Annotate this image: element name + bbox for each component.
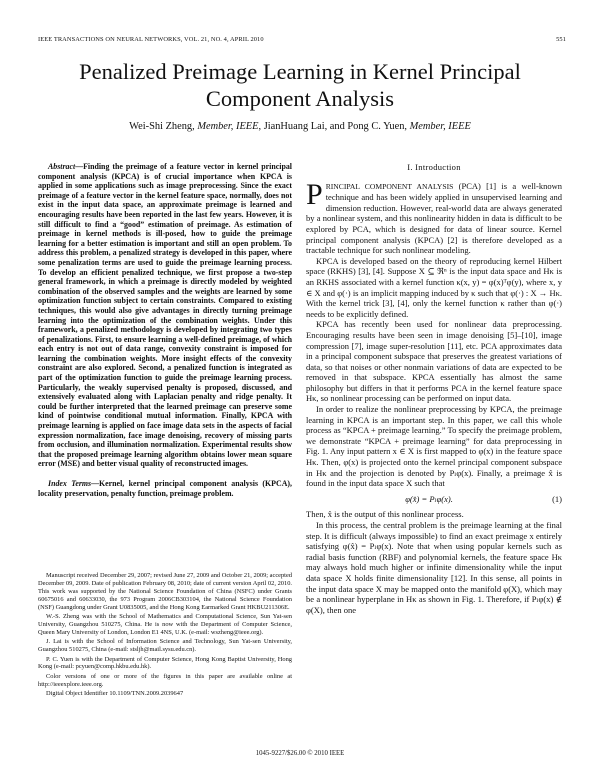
- footnote-manuscript: Manuscript received December 29, 2007; revised June 27, 2009 and October 21, 2009; accepted December 09, 2009. Date of publication February 08, 2010; date of current version April 02, 2010. This work was supported by the National Science Foundation of China (NSFC) under Grants 60675016 and 60633030, the 973 Program 2006CB303104, the National Science Foundation (NSF) Guangdong under Grant U0835005, and the Hong Kong Earmarked Grant HKBU211306E.: [38, 572, 292, 611]
- intro-paragraph-6: In this process, the central problem is the preimage learning at the final step. It is difficult (always impossible) to find an exact preimage x entirely satisfying φ(x̂) = Pₗφ(x). Note that when using popular kernels such as radial basis function (RBF) and polynomial kernels, the feature space Hκ may always hold much higher or infinite dimensionality while the input data space X holds finite dimensionality [12]. In this sense, all points in the input data space X may be mapped onto the manifold φ(X), which may be a nonlinear hyperplane in Hκ as shown in Fig. 1. Therefore, if Pₗφ(x) ∉ φ(X), then one: [306, 520, 562, 615]
- footnote-color: Color versions of one or more of the figures in this paper are available online at http://ieeexplore.ieee.org.: [38, 672, 292, 688]
- author-1-role: Member, IEEE: [197, 121, 259, 132]
- footnote-doi: Digital Object Identifier 10.1109/TNN.2009.2039647: [46, 690, 184, 698]
- footnotes: [38, 572, 292, 700]
- abstract-lead: Abstract: [48, 162, 76, 171]
- intro-text: (PCA) [1] is a well-known technique and has been widely applied in unsupervised learning and dimension reduction. However, real-world data are always generated by a nonlinear system, and this nonlinearity hidden in data is difficult to be explored by PCA, which is designed for data of linear source. Kernel principal component analysis (KPCA) [2] is therefore developed as a tractable technique for such nonlinear modeling.: [306, 180, 562, 256]
- copyright-footer: 1045-9227/$26.00 © 2010 IEEE: [255, 750, 345, 757]
- page-number: 551: [556, 36, 566, 43]
- intro-paragraph-1: [306, 177, 562, 256]
- intro-paragraph-2: KPCA is developed based on the theory of reproducing kernel Hilbert space (RKHS) [3], [4]. Suppose X ⊆ ℜⁿ is the input data space and Hκ is an RKHS associated with a kernel function κ(x, y) = φ(x)ᵀφ(y), where x, y ∈ X and φ(·) is an implicit mapping induced by κ such that φ(·) : X → Hκ. With the kernel trick [3], [4], only the kernel function κ rather than φ(·) needs to be explicitly defined.: [306, 255, 562, 319]
- paper-title: [40, 58, 560, 112]
- author-list: [40, 121, 560, 132]
- right-column: [306, 162, 562, 615]
- left-column: [38, 162, 292, 498]
- index-terms-text: —Kernel, kernel principal component analysis (KPCA), locality preservation, penalty function, preimage problem.: [38, 479, 293, 498]
- equation-1: [306, 489, 562, 510]
- abstract-text: —Finding the preimage of a feature vector in kernel principal component analysis (KPCA) is of crucial importance when KPCA is applied in some applications such as image preprocessing. Since the exact preimage of a feature vector in the kernel feature space, normally, does not exist in the input data space, an approximate preimage is learned and encouraging results have been reported in the last few years. However, it is still difficult to find a “good” estimation of preimage. As estimation of preimage in kernel methods is ill-posed, how to guide the preimage learning for a better estimation is important and still an open problem. To address this problem, a penalized strategy is developed in this paper, where some penalization terms are used to guide the preimage learning process. To develop an efficient penalized technique, we first propose a two-step general framework, in which a preimage is directly modeled by weighted combination of the observed samples and the weights are learned by some optimization function subject to certain constraints. Compared to existing techniques, this would also give advantages in directly turning preimage learning into the optimization of the combination weights. Under this framework, a penalized methodology is developed by integrating two types of penalizations. First, to ensure learning a well-defined preimage, of which each entry is not out of data range, convexity constraint is imposed for learning the combination weights. More insight effects of the convexity constraint are also explored. Second, a penalized function is integrated as part of the optimization function to guide the preimage learning process. Particularly, the weakly supervised penalty is proposed, discussed, and extensively evaluated along with Laplacian penalty and ridge penalty. It could be further interpreted that the learned preimage can preserve some kind of pointwise conditional mutual information. Finally, KPCA with preimage learning is applied on face image data sets in the aspects of facial expression normalization, face image denoising, recovery of missing parts from occlusion, and illumination normalization. Experimental results show that the proposed preimage learning algorithm obtains lower mean square error (MSE) and better visual quality of reconstructed images.: [38, 162, 292, 469]
- index-terms: [38, 479, 292, 498]
- intro-paragraph-3: KPCA has recently been used for nonlinear data preprocessing. Encouraging results have been seen in image denoising [5]–[10], image compression [7], image super-resolution [11], etc. PCA approximates data in a principal component subspace that preserves the greatest variations of data, so that noises or other nonmain variations of data are expected to be removed in that subspace. KPCA essentially has almost the same philosophy but differs in that it performs PCA in the kernel feature space Hκ, so nonlinear processing can be performed on input data.: [306, 319, 562, 404]
- intro-paragraph-4: In order to realize the nonlinear preprocessing by KPCA, the preimage learning in KPCA is an important step. In this paper, we call this whole process as “KPCA + preimage learning.” To specify the preimage problem, we demonstrate “KPCA + preimage learning” for data preprocessing in Fig. 1. Any input pattern x ∈ X is first mapped to φ(x) in the feature space Hκ. Then, φ(x) is projected onto the kernel principal component subspace in Hκ and the projection is denoted by Pₗφ(x). Finally, a preimage x̂ is found in the input data space X such that: [306, 404, 562, 489]
- footnote-yuen: P. C. Yuen is with the Department of Computer Science, Hong Kong Baptist University, Hong Kong (e-mail: pcyuen@comp.hkbu.edu.hk).: [38, 655, 292, 671]
- running-head: [38, 36, 566, 43]
- drop-cap: P: [306, 177, 323, 211]
- title-line-1: Penalized Preimage Learning in Kernel Principal: [79, 59, 521, 84]
- intro-caps: RINCIPAL COMPONENT ANALYSIS: [325, 181, 454, 191]
- author-2-3: , JianHuang Lai, and Pong C. Yuen,: [258, 121, 408, 132]
- equation-body: φ(x̂) = Pₗφ(x).: [405, 493, 453, 504]
- author-3-role: Member, IEEE: [409, 121, 471, 132]
- footnote-zheng: W.-S. Zheng was with the School of Mathematics and Computational Science, Sun Yat-sen University, Guangzhou 510275, China. He is now with the Department of Computer Science, Queen Mary University of London, London E1 4NS, U.K. (e-mail: wszheng@ieee.org).: [38, 613, 292, 636]
- intro-paragraph-5: Then, x̂ is the output of this nonlinear process.: [306, 509, 464, 520]
- author-1: Wei-Shi Zheng,: [129, 121, 195, 132]
- footnote-lai: J. Lai is with the School of Information Science and Technology, Sun Yat-sen University, Guangzhou 510275, China (e-mail: stsljh@mail.sysu.edu.cn).: [38, 638, 292, 654]
- index-terms-lead: Index Terms: [48, 479, 92, 488]
- journal-info: IEEE TRANSACTIONS ON NEURAL NETWORKS, VOL. 21, NO. 4, APRIL 2010: [38, 36, 264, 43]
- equation-number: (1): [552, 493, 562, 504]
- abstract: [38, 162, 292, 469]
- section-heading: I. Introduction: [407, 162, 461, 172]
- title-line-2: Component Analysis: [205, 86, 395, 111]
